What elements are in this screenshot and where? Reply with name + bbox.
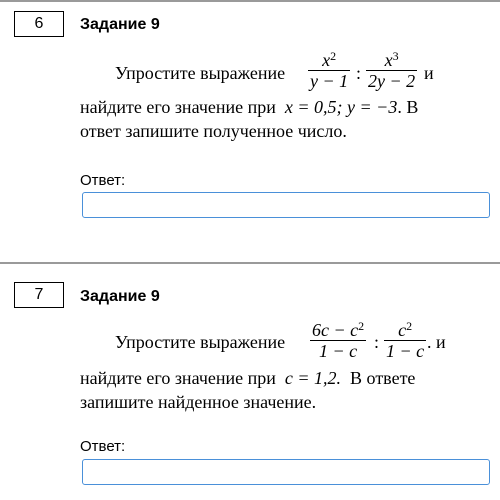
task-intro-text: Упростите выражение xyxy=(115,332,286,352)
task-line-3: запишите найденное значение. xyxy=(80,392,317,412)
answer-input[interactable] xyxy=(82,192,490,218)
conjunction-text: . и xyxy=(427,332,446,352)
task-number: 6 xyxy=(34,15,44,32)
colon-operator: : xyxy=(374,332,380,352)
task-number-box xyxy=(14,282,64,308)
task-number-box xyxy=(14,11,64,37)
task-title: Задание 9 xyxy=(80,288,160,305)
task-line-2: найдите его значение при x = 0,5; y = −3. В xyxy=(80,97,419,117)
task-line-3: ответ запишите полученное число. xyxy=(80,121,347,141)
task-title: Задание 9 xyxy=(80,16,160,33)
fraction-c2-over-1-c: $c^2$ 1 − c xyxy=(386,319,425,361)
answer-label: Ответ: xyxy=(80,172,126,189)
answer-label: Ответ: xyxy=(80,438,126,455)
colon-operator: : xyxy=(356,63,362,83)
conjunction-text: и xyxy=(424,63,434,83)
fraction-x3-over-2y-2: $x^3$ 2y − 2 xyxy=(368,49,416,91)
task-line-2: найдите его значение при c = 1,2. В ответе xyxy=(80,368,416,388)
fraction-6c-c2-over-1-c: $6c - c^2$ 1 − c xyxy=(312,319,365,361)
fraction-x2-over-y-1: $x^2$ y − 1 xyxy=(310,49,349,91)
task-intro-text: Упростите выражение xyxy=(115,63,286,83)
answer-input[interactable] xyxy=(82,459,490,485)
top-separator xyxy=(0,0,500,2)
task-number: 7 xyxy=(34,286,44,303)
task-separator xyxy=(0,262,500,264)
